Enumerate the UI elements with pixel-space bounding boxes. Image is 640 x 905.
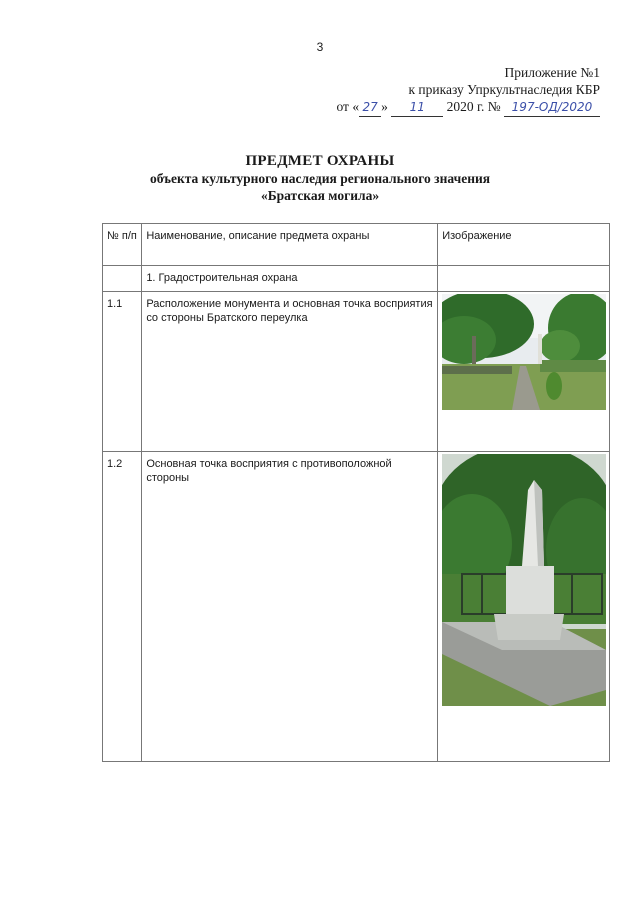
- row-image-cell: [438, 292, 610, 452]
- title-main: ПРЕДМЕТ ОХРАНЫ: [245, 153, 395, 169]
- date-month: 11: [391, 99, 443, 117]
- table-header-row: [103, 224, 610, 266]
- row-image-cell: [438, 452, 610, 762]
- section-image: [438, 266, 610, 292]
- row-desc: Основная точка восприятия с противоположной стороны: [142, 452, 438, 762]
- order-number: 197-ОД/2020: [504, 99, 600, 117]
- photo-park-alley: [442, 294, 606, 410]
- date-prefix: от «: [336, 99, 360, 114]
- protection-table: [102, 223, 610, 762]
- table-section-row: [103, 266, 610, 292]
- title-sub-1: объекта культурного наследия регионального значения: [149, 171, 491, 186]
- row-num: 1.1: [103, 292, 142, 452]
- date-day: 27: [359, 99, 381, 117]
- appendix-title: Приложение №1: [504, 65, 600, 80]
- page-number: 3: [316, 40, 324, 54]
- header-image: Изображение: [438, 224, 610, 266]
- section-num: [103, 266, 142, 292]
- photo-obelisk: [442, 454, 606, 706]
- appendix-header: [336, 64, 600, 117]
- row-desc: Расположение монумента и основная точка восприятия со стороны Братского переулка: [142, 292, 438, 452]
- table-row: [103, 452, 610, 762]
- appendix-date-line: [336, 98, 600, 117]
- table-row: [103, 292, 610, 452]
- title-sub-2: «Братская могила»: [260, 188, 380, 203]
- header-num: № п/п: [103, 224, 142, 266]
- date-year: 2020 г. №: [446, 99, 501, 114]
- document-title: [0, 153, 640, 204]
- date-quote: »: [381, 99, 388, 114]
- header-desc: Наименование, описание предмета охраны: [142, 224, 438, 266]
- appendix-order-ref: к приказу Упркультнаследия КБР: [408, 82, 600, 97]
- section-title: 1. Градостроительная охрана: [142, 266, 438, 292]
- row-num: 1.2: [103, 452, 142, 762]
